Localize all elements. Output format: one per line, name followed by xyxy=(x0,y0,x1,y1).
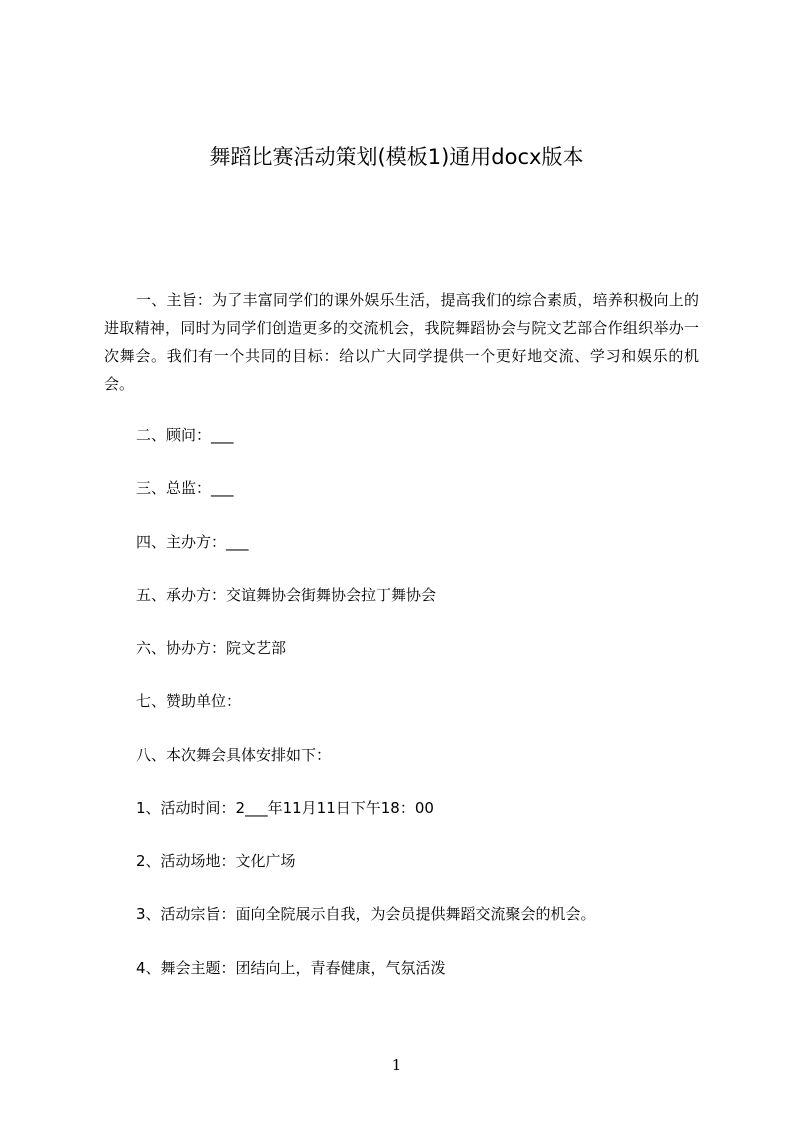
item-schedule-heading: 八、本次舞会具体安排如下： xyxy=(136,746,332,764)
item-co-organizer: 六、协办方：院文艺部 xyxy=(136,639,287,657)
item-director: 三、总监：___ xyxy=(136,479,234,497)
item-activity-time: 1、活动时间：2___年11月11日下午18：00 xyxy=(136,799,434,817)
item-host: 五、承办方：交谊舞协会街舞协会拉丁舞协会 xyxy=(136,586,437,604)
item-sponsor: 七、赞助单位： xyxy=(136,692,242,710)
item-organizer: 四、主办方：___ xyxy=(136,533,249,551)
item-activity-venue: 2、活动场地：文化广场 xyxy=(136,852,296,870)
item-activity-purpose: 3、活动宗旨：面向全院展示自我，为会员提供舞蹈交流聚会的机会。 xyxy=(136,905,596,923)
intro-paragraph: 一、主旨：为了丰富同学们的课外娱乐生活，提高我们的综合素质，培养积极向上的进取精神，同时为同学们创造更多的交流机会，我院舞蹈协会与院文艺部合作组织举办一次舞会。我们有一个共同的目标：给以广大同学提供一个更好地交流、学习和娱乐的机会。 xyxy=(104,291,699,393)
item-advisor: 二、顾问：___ xyxy=(136,426,234,444)
document-title: 舞蹈比赛活动策划(模板1)通用docx版本 xyxy=(209,145,584,169)
page-number: 1 xyxy=(391,1056,402,1074)
item-dance-theme: 4、舞会主题：团结向上，青春健康，气氛活泼 xyxy=(136,959,446,977)
